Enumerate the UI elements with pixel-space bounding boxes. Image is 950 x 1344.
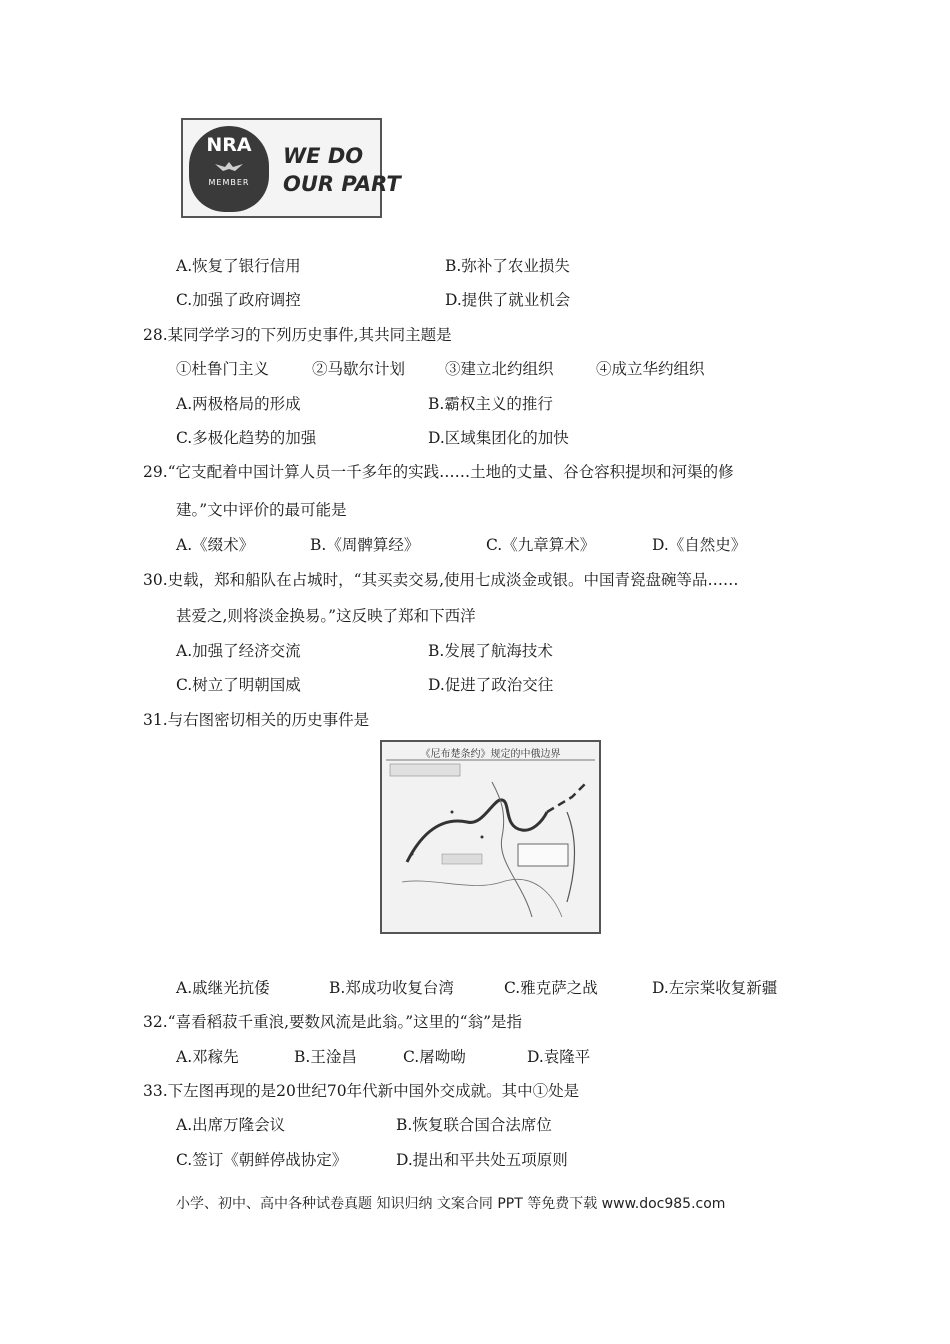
q27-option-d: D.提供了就业机会	[445, 291, 571, 309]
map-drawing	[382, 742, 599, 932]
q32-stem: 32.“喜看稻菽千重浪,要数风流是此翁。”这里的“翁”是指	[143, 1013, 523, 1031]
q30-option-a: A.加强了经济交流	[176, 642, 301, 660]
q28-option-d: D.区域集团化的加快	[428, 429, 569, 447]
nra-slogan-line1: WE DO	[283, 144, 364, 168]
q32-option-a: A.邓稼先	[176, 1048, 239, 1066]
nra-eagle-badge	[189, 126, 269, 212]
nra-slogan-line2: OUR PART	[283, 172, 401, 196]
q29-option-d: D.《自然史》	[652, 536, 747, 554]
q29-stem-line1: 29.“它支配着中国计算人员一千多年的实践……土地的丈量、谷仓容积提坝和河渠的修	[143, 463, 734, 481]
q30-stem-line2: 甚爱之,则将淡金换易。”这反映了郑和下西洋	[176, 607, 476, 625]
nra-badge-top-text: NRA	[206, 134, 252, 156]
q31-option-d: D.左宗棠收复新疆	[652, 979, 778, 997]
q27-option-b: B.弥补了农业损失	[445, 257, 570, 275]
q32-option-d: D.袁隆平	[527, 1048, 591, 1066]
q28-event-2: ②马歇尔计划	[312, 360, 406, 378]
q28-event-3: ③建立北约组织	[445, 360, 554, 378]
q33-option-a: A.出席万隆会议	[176, 1116, 286, 1134]
q31-option-b: B.郑成功收复台湾	[329, 979, 454, 997]
q31-stem: 31.与右图密切相关的历史事件是	[143, 711, 370, 729]
q29-option-b: B.《周髀算经》	[310, 536, 420, 554]
q31-option-c: C.雅克萨之战	[504, 979, 598, 997]
q28-stem: 28.某同学学习的下列历史事件,其共同主题是	[143, 326, 452, 344]
sino-russian-border-map	[380, 740, 601, 934]
q30-option-b: B.发展了航海技术	[428, 642, 553, 660]
nra-badge-bottom-text: MEMBER	[208, 178, 250, 187]
eagle-icon	[215, 158, 243, 174]
q27-option-c: C.加强了政府调控	[176, 291, 301, 309]
q33-stem: 33.下左图再现的是20世纪70年代新中国外交成就。其中①处是	[143, 1082, 580, 1100]
footer-watermark-text: 小学、初中、高中各种试卷真题 知识归纳 文案合同 PPT 等免费下载 www.doc985.com	[176, 1196, 726, 1212]
q31-option-a: A.戚继光抗倭	[176, 979, 270, 997]
q30-stem-line1: 30.史载，郑和船队在占城时，“其买卖交易,使用七成淡金或银。中国青瓷盘碗等品……	[143, 571, 739, 589]
q30-option-d: D.促进了政治交往	[428, 676, 554, 694]
q33-option-d: D.提出和平共处五项原则	[396, 1151, 568, 1169]
q29-stem-line2: 建。”文中评价的最可能是	[176, 501, 347, 519]
q28-option-b: B.霸权主义的推行	[428, 395, 553, 413]
map-title: 《尼布楚条约》规定的中俄边界	[420, 749, 561, 760]
nra-slogan	[283, 142, 401, 198]
q33-option-c: C.签订《朝鲜停战协定》	[176, 1151, 348, 1169]
q30-option-c: C.树立了明朝国威	[176, 676, 301, 694]
q27-option-a: A.恢复了银行信用	[176, 257, 301, 275]
q29-option-a: A.《缀术》	[176, 536, 255, 554]
q33-option-b: B.恢复联合国合法席位	[396, 1116, 552, 1134]
q32-option-b: B.王淦昌	[294, 1048, 357, 1066]
q29-option-c: C.《九章算术》	[486, 536, 596, 554]
q28-option-a: A.两极格局的形成	[176, 395, 301, 413]
q32-option-c: C.屠呦呦	[403, 1048, 466, 1066]
nra-poster-image	[181, 118, 401, 218]
q28-option-c: C.多极化趋势的加强	[176, 429, 317, 447]
q28-event-4: ④成立华约组织	[596, 360, 705, 378]
q28-event-1: ①杜鲁门主义	[176, 360, 270, 378]
